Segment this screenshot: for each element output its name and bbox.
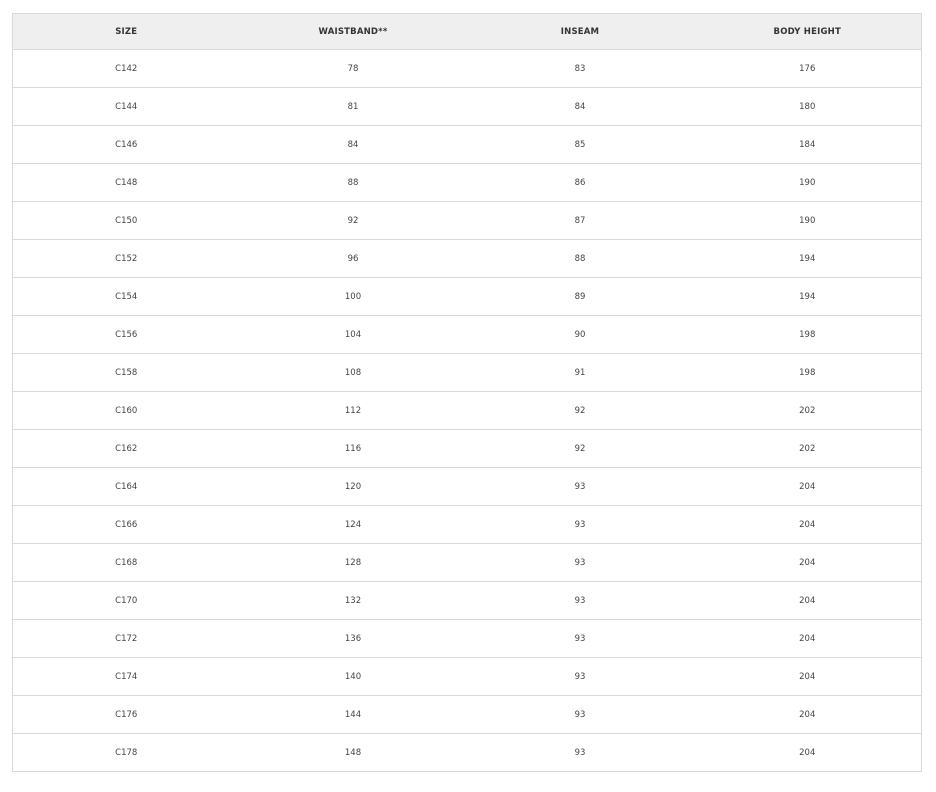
body-height-cell: 176 <box>799 63 816 74</box>
waistband-cell: 84 <box>347 139 359 150</box>
size-cell: C156 <box>115 329 138 340</box>
waistband-cell: 81 <box>347 101 359 112</box>
table-row <box>13 430 922 468</box>
waistband-cell: 144 <box>344 709 362 720</box>
inseam-cell: 93 <box>574 633 586 644</box>
inseam-cell: 92 <box>574 405 586 416</box>
size-cell: C150 <box>115 215 138 226</box>
size-cell: C178 <box>115 747 138 758</box>
body-height-cell: 194 <box>799 291 816 302</box>
waistband-cell: 104 <box>344 329 362 340</box>
size-cell: C152 <box>115 253 138 264</box>
inseam-cell: 93 <box>574 481 586 492</box>
body-height-cell: 204 <box>799 519 816 530</box>
waistband-cell: 128 <box>344 557 362 568</box>
waistband-cell: 116 <box>344 443 362 454</box>
table-header <box>13 14 922 50</box>
table-row <box>13 544 922 582</box>
size-cell: C146 <box>115 139 138 150</box>
inseam-cell: 87 <box>574 215 586 226</box>
size-cell: C176 <box>115 709 138 720</box>
waistband-cell: 136 <box>344 633 362 644</box>
body-height-cell: 204 <box>799 557 816 568</box>
size-cell: C166 <box>115 519 138 530</box>
table-row <box>13 658 922 696</box>
body-height-cell: 180 <box>799 101 816 112</box>
table-row <box>13 582 922 620</box>
table-row <box>13 88 922 126</box>
size-cell: C174 <box>115 671 138 682</box>
header-size: SIZE <box>13 14 240 50</box>
size-cell: C142 <box>115 63 138 74</box>
table-row <box>13 240 922 278</box>
body-height-cell: 204 <box>799 671 816 682</box>
inseam-cell: 89 <box>574 291 586 302</box>
inseam-cell: 91 <box>574 367 586 378</box>
table-row <box>13 164 922 202</box>
waistband-cell: 124 <box>344 519 362 530</box>
inseam-cell: 90 <box>574 329 586 340</box>
header-row <box>13 14 922 50</box>
table-row <box>13 278 922 316</box>
inseam-cell: 93 <box>574 671 586 682</box>
table-body <box>13 50 922 772</box>
table-row <box>13 316 922 354</box>
table-row <box>13 126 922 164</box>
table-row <box>13 696 922 734</box>
body-height-cell: 190 <box>799 177 816 188</box>
waistband-cell: 92 <box>347 215 359 226</box>
body-height-cell: 198 <box>799 367 816 378</box>
header-body-height: BODY HEIGHT <box>694 14 922 50</box>
size-cell: C172 <box>115 633 138 644</box>
size-cell: C170 <box>115 595 138 606</box>
inseam-cell: 93 <box>574 709 586 720</box>
table-row <box>13 202 922 240</box>
size-cell: C164 <box>115 481 138 492</box>
inseam-cell: 93 <box>574 595 586 606</box>
body-height-cell: 190 <box>799 215 816 226</box>
waistband-cell: 112 <box>344 405 362 416</box>
inseam-cell: 93 <box>574 747 586 758</box>
waistband-cell: 88 <box>347 177 359 188</box>
body-height-cell: 204 <box>799 633 816 644</box>
table-row <box>13 620 922 658</box>
size-cell: C144 <box>115 101 138 112</box>
body-height-cell: 204 <box>799 709 816 720</box>
size-cell: C162 <box>115 443 138 454</box>
body-height-cell: 204 <box>799 595 816 606</box>
body-height-cell: 184 <box>799 139 816 150</box>
waistband-cell: 132 <box>344 595 362 606</box>
header-inseam: INSEAM <box>467 14 694 50</box>
body-height-cell: 198 <box>799 329 816 340</box>
table-row <box>13 506 922 544</box>
inseam-cell: 86 <box>574 177 586 188</box>
inseam-cell: 93 <box>574 557 586 568</box>
inseam-cell: 93 <box>574 519 586 530</box>
inseam-cell: 84 <box>574 101 586 112</box>
waistband-cell: 96 <box>347 253 359 264</box>
body-height-cell: 202 <box>799 443 816 454</box>
inseam-cell: 92 <box>574 443 586 454</box>
size-cell: C154 <box>115 291 138 302</box>
waistband-cell: 108 <box>344 367 362 378</box>
size-cell: C160 <box>115 405 138 416</box>
body-height-cell: 194 <box>799 253 816 264</box>
body-height-cell: 204 <box>799 747 816 758</box>
table-row <box>13 468 922 506</box>
waistband-cell: 148 <box>344 747 362 758</box>
size-chart-table <box>12 13 922 772</box>
size-cell: C158 <box>115 367 138 378</box>
size-cell: C148 <box>115 177 138 188</box>
table-row <box>13 392 922 430</box>
inseam-cell: 83 <box>574 63 586 74</box>
waistband-cell: 120 <box>344 481 362 492</box>
inseam-cell: 85 <box>574 139 586 150</box>
table-row <box>13 50 922 88</box>
waistband-cell: 140 <box>344 671 362 682</box>
table-row <box>13 354 922 392</box>
size-cell: C168 <box>115 557 138 568</box>
waistband-cell: 78 <box>347 63 359 74</box>
body-height-cell: 202 <box>799 405 816 416</box>
header-waistband: WAISTBAND** <box>240 14 467 50</box>
waistband-cell: 100 <box>344 291 362 302</box>
inseam-cell: 88 <box>574 253 586 264</box>
body-height-cell: 204 <box>799 481 816 492</box>
table-row <box>13 734 922 772</box>
